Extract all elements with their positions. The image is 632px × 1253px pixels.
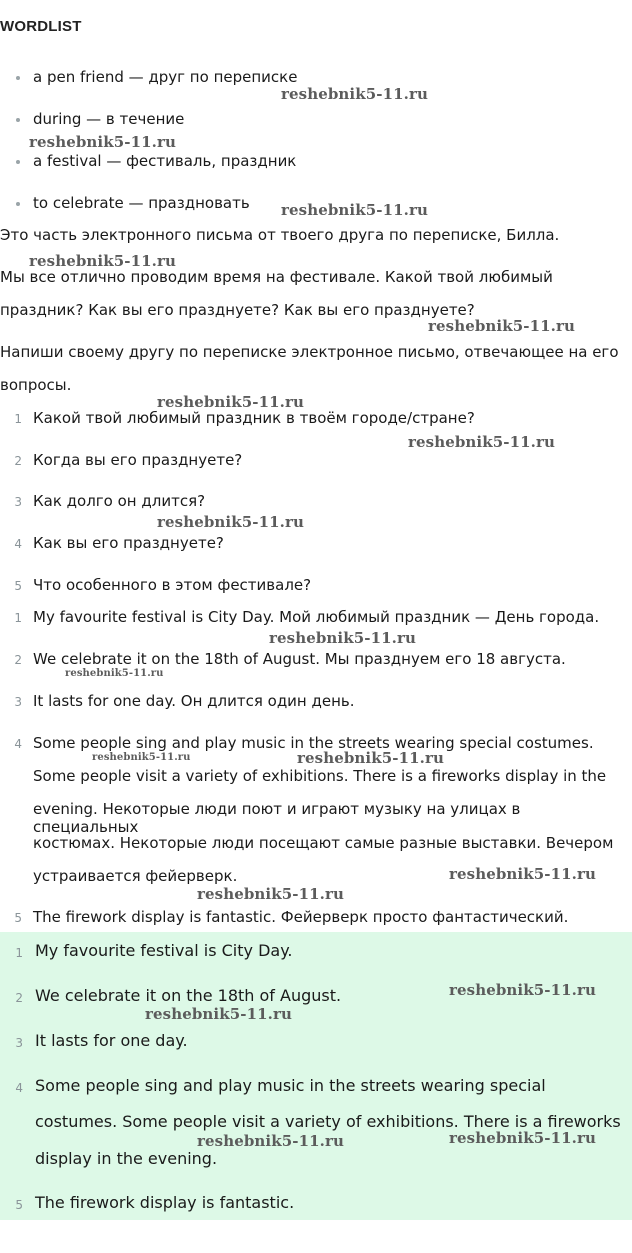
answer-item-line: костюмах. Некоторые люди посещают самые разные выставки. Вечером (33, 834, 614, 852)
answer-item-line: Some people visit a variety of exhibitions. There is a fireworks display in the (33, 767, 607, 785)
watermark: reshebnik5-11.ru (449, 865, 596, 883)
question-item: 1 Какой твой любимый праздник в твоём городе/стране? (14, 409, 475, 427)
watermark: reshebnik5-11.ru (145, 1005, 292, 1023)
watermark: reshebnik5-11.ru (428, 317, 575, 335)
email-excerpt-line: праздник? Как вы его празднуете? Как вы его празднуете? (0, 301, 475, 319)
answer-item: 1 My favourite festival is City Day. Мой любимый праздник — День города. (14, 608, 600, 626)
answer-item-line: display in the evening. (35, 1149, 218, 1168)
watermark: reshebnik5-11.ru (281, 201, 428, 219)
task-text-line: Напиши своему другу по переписке электронное письмо, отвечающее на его (0, 343, 619, 361)
answer-item: 3 It lasts for one day. (15, 1031, 188, 1050)
question-item: 5 Что особенного в этом фестивале? (14, 576, 312, 594)
watermark: reshebnik5-11.ru (281, 85, 428, 103)
watermark: reshebnik5-11.ru (157, 513, 304, 531)
answer-item: 4 Some people sing and play music in the streets wearing special (15, 1076, 546, 1095)
watermark: reshebnik5-11.ru (65, 668, 164, 679)
watermark: reshebnik5-11.ru (197, 1132, 344, 1150)
bullet-dot-icon (16, 76, 20, 80)
watermark: reshebnik5-11.ru (29, 252, 176, 270)
answer-item: 2 We celebrate it on the 18th of August. Мы празднуем его 18 августа. (14, 650, 566, 668)
watermark: reshebnik5-11.ru (197, 885, 344, 903)
watermark: reshebnik5-11.ru (408, 433, 555, 451)
task-text-line: вопросы. (0, 376, 72, 394)
vocab-item: to celebrate — праздновать (33, 194, 250, 212)
watermark: reshebnik5-11.ru (449, 1129, 596, 1147)
email-excerpt-line: Мы все отлично проводим время на фестивале. Какой твой любимый (0, 268, 553, 286)
answer-item: 5 The firework display is fantastic. (15, 1193, 295, 1212)
answer-item: 2 We celebrate it on the 18th of August. (15, 986, 342, 1005)
question-item: 4 Как вы его празднуете? (14, 534, 224, 552)
vocab-item: during — в течение (33, 110, 184, 128)
answer-block (0, 932, 632, 1220)
answer-item: 1 My favourite festival is City Day. (15, 941, 293, 960)
question-item: 3 Как долго он длится? (14, 492, 206, 510)
answer-item-line: устраивается фейерверк. (33, 867, 238, 885)
watermark: reshebnik5-11.ru (92, 752, 191, 763)
answer-item: 4 Some people sing and play music in the streets wearing special costumes. (14, 734, 594, 752)
answer-item: 3 It lasts for one day. Он длится один день. (14, 692, 355, 710)
bullet-dot-icon (16, 160, 20, 164)
intro-text: Это часть электронного письма от твоего друга по переписке, Билла. (0, 226, 560, 244)
bullet-dot-icon (16, 202, 20, 206)
vocab-item: a festival — фестиваль, праздник (33, 152, 296, 170)
answer-item-line: evening. Некоторые люди поют и играют музыку на улицах в специальных (33, 800, 521, 836)
bullet-dot-icon (16, 118, 20, 122)
question-item: 2 Когда вы его празднуете? (14, 451, 243, 469)
watermark: reshebnik5-11.ru (157, 393, 304, 411)
answer-item: 5 The firework display is fantastic. Фейерверк просто фантастический. (14, 908, 569, 926)
watermark: reshebnik5-11.ru (29, 133, 176, 151)
watermark: reshebnik5-11.ru (297, 749, 444, 767)
watermark: reshebnik5-11.ru (269, 629, 416, 647)
watermark: reshebnik5-11.ru (449, 981, 596, 999)
vocab-item: a pen friend — друг по переписке (33, 68, 297, 86)
answer-item-line: costumes. Some people visit a variety of exhibitions. There is a fireworks (35, 1112, 621, 1131)
wordlist-heading: WORDLIST (0, 18, 82, 35)
